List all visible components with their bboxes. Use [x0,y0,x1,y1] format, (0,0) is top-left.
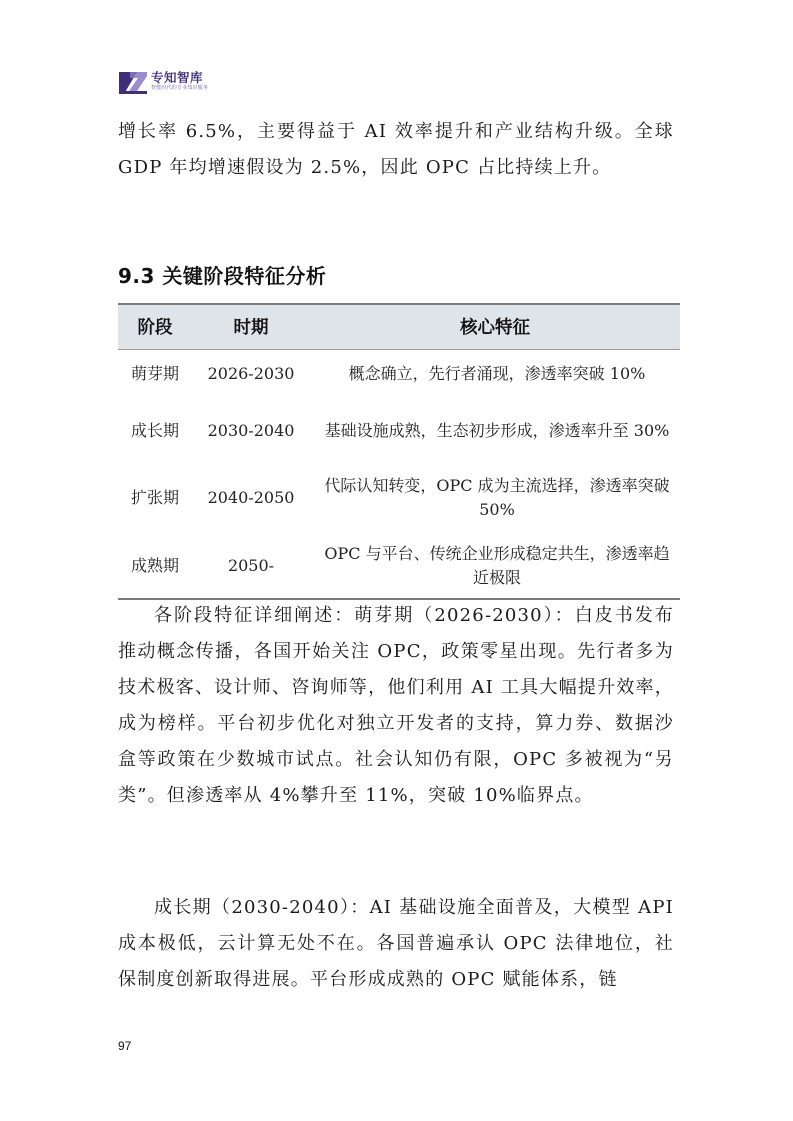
zhuanzhi-logo-icon [118,70,148,96]
period-cell: 2030-2040 [207,421,295,440]
brand-logo [118,70,208,104]
period-cell: 2026-2030 [207,364,295,384]
header-features: 核心特征 [460,318,530,339]
stage-cell: 成长期 [130,421,179,440]
period-cell: 2050- [227,555,275,575]
table-header-row [118,304,680,349]
features-cell: 基础设施成熟，生态初步形成，渗透率升至 30% [324,421,670,440]
features-cell: OPC 与平台、传统企业形成稳定共生，渗透率趋近极限 [324,543,670,587]
logo-text [151,70,208,92]
period-cell: 2040-2050 [207,488,295,507]
stage-table [118,303,680,600]
stage-detail-paragraph: 各阶段特征详细阐述：萌芽期（2026-2030）：白皮书发布推动概念传播，各国开始关注 OPC，政策零星出现。先行者多为技术极客、设计师、咨询师等，他们利用 AI 工具大幅提升效率，成为榜样。平台初步优化对独立开发者的支持，算力券、数据沙盒等政策在少数城市试点。社会认知仍有限，OPC 多被视为“另类”。但渗透率从 4%攀升至 11%，突破 10%临界点。 [118,605,674,806]
intro-paragraph: 增长率 6.5%，主要得益于 AI 效率提升和产业结构升级。全球 GDP 年均增速假设为 2.5%，因此 OPC 占比持续上升。 [118,121,674,178]
page-number: 97 [118,1039,132,1053]
header-stage: 阶段 [137,318,173,339]
logo-subtitle: 智能时代的专业知识服务 [151,85,209,91]
stage-cell: 萌芽期 [130,364,179,384]
table-row [118,399,680,463]
table-row [118,349,680,399]
table-row [118,533,680,599]
features-cell: 概念确立，先行者涌现，渗透率突破 10% [348,364,646,384]
table-row [118,463,680,533]
logo-name: 专知智库 [151,70,204,85]
section-heading: 9.3 关键阶段特征分析 [118,264,327,288]
stage-cell: 成熟期 [130,555,179,575]
stage-cell: 扩张期 [130,488,179,507]
features-cell: 代际认知转变，OPC 成为主流选择，渗透率突破 50% [324,476,670,519]
header-period: 时期 [233,318,269,339]
growth-stage-paragraph: 成长期（2030-2040）：AI 基础设施全面普及，大模型 API 成本极低，云计算无处不在。各国普遍承认 OPC 法律地位，社保制度创新取得进展。平台形成成熟的 OPC 赋能体系，链 [118,897,674,990]
